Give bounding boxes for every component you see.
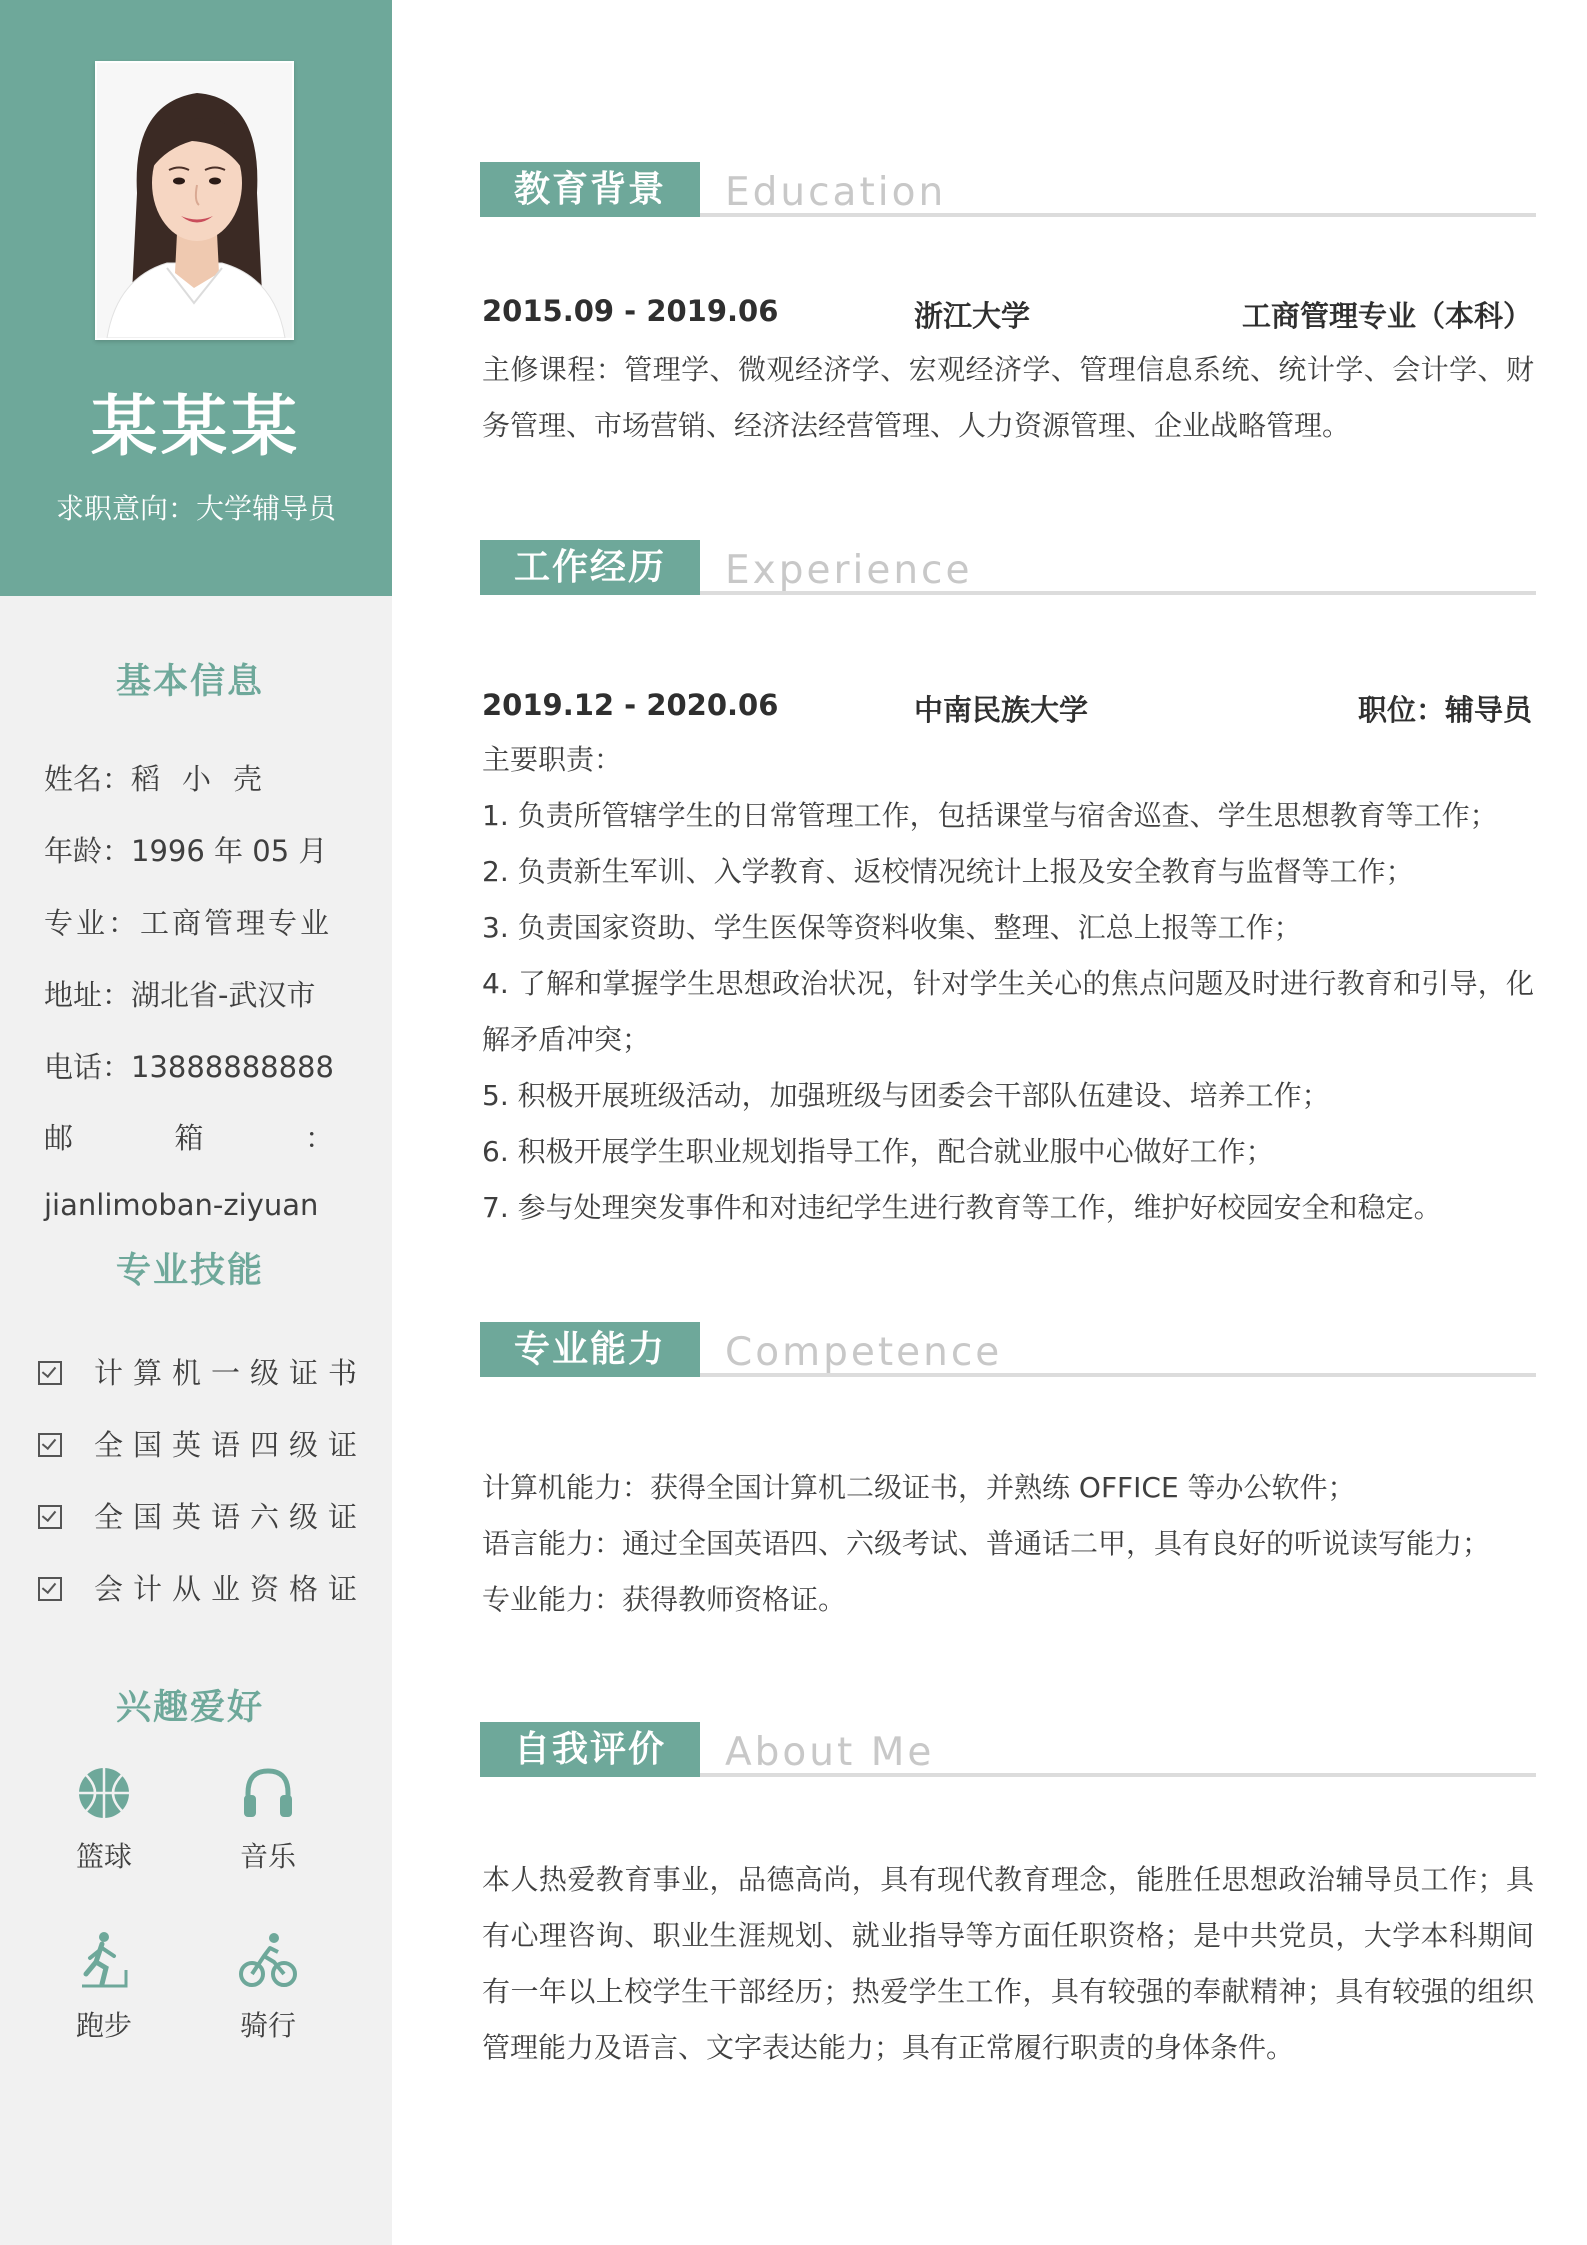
hobby-label: 音乐 (239, 1840, 296, 1873)
education-school: 浙江大学 (914, 299, 1031, 333)
skill-item: 全国英语四级证 (38, 1423, 367, 1464)
info-address: 地址：湖北省-武汉市 (44, 978, 316, 1012)
duties-title: 主要职责： (482, 743, 623, 776)
profile-photo (95, 61, 294, 340)
hobby-label: 篮球 (75, 1840, 132, 1873)
skill-item: 全国英语六级证 (38, 1495, 367, 1536)
hobby-music (208, 1765, 328, 1875)
duty-item: 4. 了解和掌握学生思想政治状况，针对学生关心的焦点问题及时进行教育和引导，化解矛盾冲突； (482, 967, 1534, 1056)
job-intent: 求职意向：大学辅导员 (55, 492, 336, 525)
email-label-char-2: 箱 (174, 1121, 204, 1155)
competence-line: 计算机能力：获得全国计算机二级证书，并熟练 OFFICE 等办公软件； (482, 1471, 1356, 1504)
competence-title-en: Competence (725, 1330, 1003, 1375)
courses-text: 主修课程：管理学、微观经济学、宏观经济学、管理信息系统、统计学、会计学、财务管理、市场营销、经济法经营管理、人力资源管理、企业战略管理。 (482, 353, 1534, 442)
hobby-cycling (208, 1930, 328, 2044)
info-name-label: 姓名： (44, 762, 132, 796)
hobby-label: 骑行 (239, 2009, 296, 2042)
experience-duties (482, 732, 1534, 1236)
email-label-char-3: ： (304, 1121, 334, 1155)
education-title-en: Education (725, 170, 947, 215)
info-age: 年龄：1996 年 05 月 (44, 834, 328, 868)
duty-item: 6. 积极开展学生职业规划指导工作，配合就业服中心做好工作； (482, 1135, 1274, 1168)
info-name (44, 757, 344, 798)
checkbox-icon (38, 1361, 62, 1385)
hobby-basketball (44, 1765, 164, 1875)
education-degree: 工商管理专业（本科） (1241, 299, 1532, 333)
about-section-header (480, 1719, 1536, 1777)
checkbox-icon (38, 1505, 62, 1529)
competence-line: 专业能力：获得教师资格证。 (482, 1583, 847, 1616)
info-email-label (44, 1116, 334, 1157)
education-title: 教育背景 (480, 162, 700, 217)
checkbox-icon (38, 1577, 62, 1601)
experience-section-header (480, 537, 1536, 595)
sidebar (0, 0, 392, 2245)
about-title: 自我评价 (480, 1722, 700, 1777)
hobbies-heading: 兴趣爱好 (115, 1688, 264, 1728)
competence-title: 专业能力 (480, 1322, 700, 1377)
skill-item: 会计从业资格证 (38, 1567, 367, 1608)
checkbox-icon (38, 1433, 62, 1457)
candidate-name: 某某某 (91, 388, 301, 465)
education-courses (482, 342, 1534, 454)
duty-item: 3. 负责国家资助、学生医保等资料收集、整理、汇总上报等工作； (482, 911, 1302, 944)
skills-heading: 专业技能 (115, 1251, 264, 1291)
duty-item: 2. 负责新生军训、入学教育、返校情况统计上报及安全教育与监督等工作； (482, 855, 1414, 888)
profile-header (0, 0, 392, 596)
basketball-icon (76, 1765, 132, 1821)
info-name-value: 稻小壳 (131, 762, 285, 796)
about-title-en: About Me (725, 1730, 935, 1775)
info-email-value: jianlimoban-ziyuan (44, 1188, 319, 1222)
education-period: 2015.09 - 2019.06 (482, 294, 779, 328)
basic-info-heading: 基本信息 (115, 662, 264, 702)
running-icon (76, 1930, 132, 1990)
experience-title: 工作经历 (480, 540, 700, 595)
info-major: 专业：工商管理专业 (44, 906, 333, 940)
experience-org: 中南民族大学 (914, 693, 1089, 727)
skill-item: 计算机一级证书 (38, 1351, 367, 1392)
duty-item: 1. 负责所管辖学生的日常管理工作，包括课堂与宿舍巡查、学生思想教育等工作； (482, 799, 1498, 832)
email-label-char-1: 邮 (44, 1121, 74, 1155)
hobby-running (44, 1930, 164, 2044)
about-text: 本人热爱教育事业，品德高尚，具有现代教育理念，能胜任思想政治辅导员工作；具有心理咨询、职业生涯规划、就业指导等方面任职资格；是中共党员，大学本科期间有一年以上校学生干部经历；热爱学生工作，具有较强的奉献精神；具有较强的组织管理能力及语言、文字表达能力；具有正常履行职责的身体条件。 (482, 1863, 1534, 2064)
cycling-icon (238, 1930, 298, 1990)
competence-list (482, 1460, 1534, 1628)
experience-position: 职位：辅导员 (1357, 693, 1532, 727)
competence-section-header (480, 1319, 1536, 1377)
experience-title-en: Experience (725, 548, 973, 593)
info-phone: 电话：13888888888 (44, 1050, 334, 1084)
education-section-header (480, 159, 1536, 217)
competence-line: 语言能力：通过全国英语四、六级考试、普通话二甲，具有良好的听说读写能力； (482, 1527, 1491, 1560)
duty-item: 7. 参与处理突发事件和对违纪学生进行教育等工作，维护好校园安全和稳定。 (482, 1191, 1442, 1224)
hobby-label: 跑步 (75, 2009, 132, 2042)
about-text-block (482, 1852, 1534, 2076)
duty-item: 5. 积极开展班级活动，加强班级与团委会干部队伍建设、培养工作； (482, 1079, 1330, 1112)
experience-period: 2019.12 - 2020.06 (482, 688, 779, 722)
headphones-icon (240, 1765, 296, 1821)
